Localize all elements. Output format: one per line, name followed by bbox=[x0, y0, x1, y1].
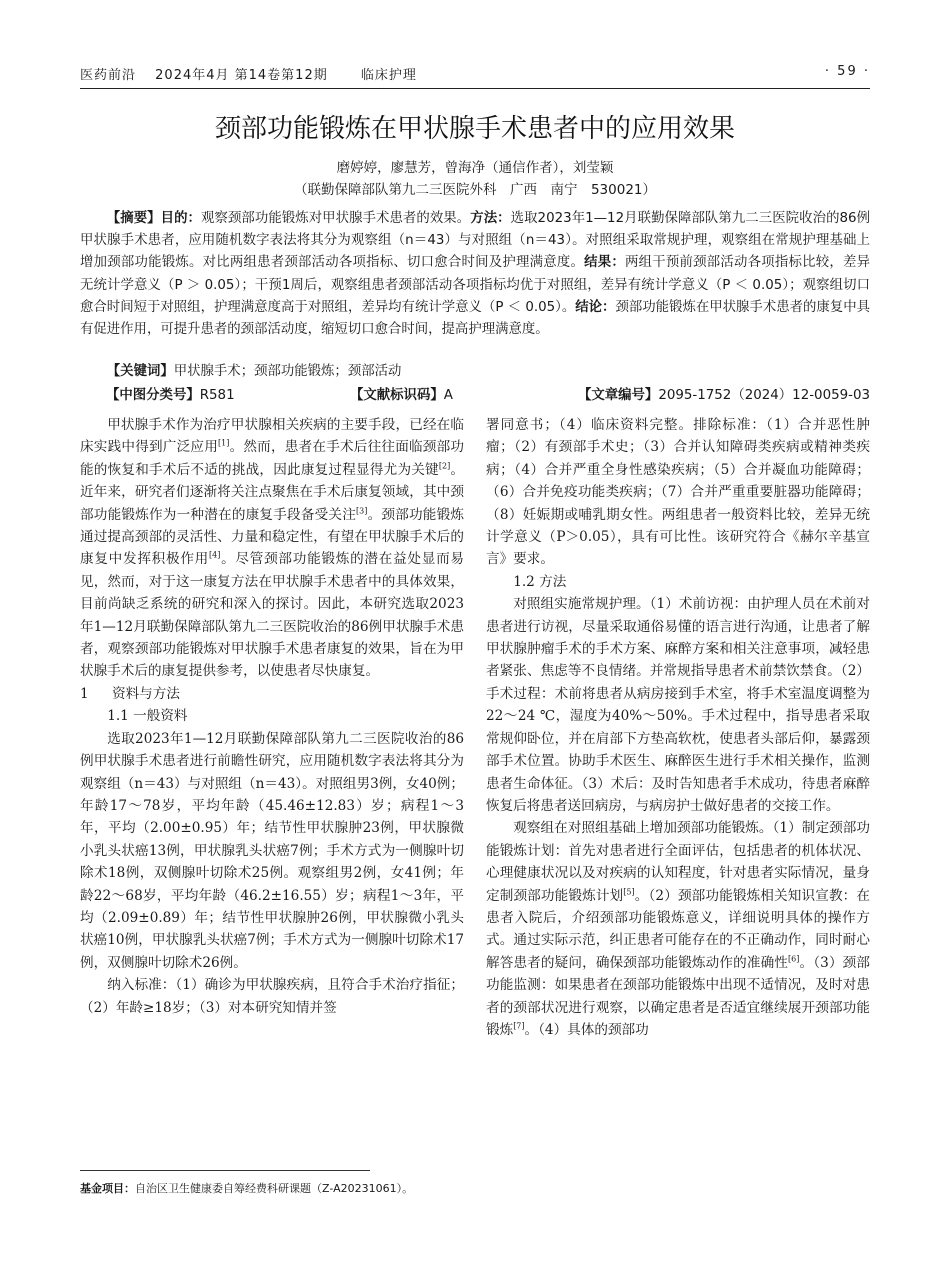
funding-footnote bbox=[80, 1180, 413, 1196]
journal-info bbox=[80, 64, 431, 83]
observation-group-paragraph: 观察组在对照组基础上增加颈部功能锻炼。（1）制定颈部功能锻炼计划：首先对患者进行全面评估，包括患者的机体状况、心理健康状况以及对疾病的认知程度，针对患者实际情况，量身定制颈部功能锻炼计划[5]。（2）颈部功能锻炼相关知识宣教：在患者入院后，介绍颈部功能锻炼意义，详细说明具体的操作方式。通过实际示范，纠正患者可能存在的不正确动作，同时耐心解答患者的疑问，确保颈部功能锻炼动作的准确性[6]。（3）颈部功能监测：如果患者在颈部功能锻炼中出现不适情况，及时对患者的颈部状况进行观察，以确定患者是否适宜继续展开颈部功能锻炼[7]。（4）具体的颈部功 bbox=[486, 820, 871, 1038]
keywords bbox=[80, 360, 870, 379]
body-column-left bbox=[80, 414, 464, 1019]
article-title: 颈部功能锻炼在甲状腺手术患者中的应用效果 bbox=[214, 114, 735, 144]
abstract-objective: 观察颈部功能锻炼对甲状腺手术患者的效果。 bbox=[201, 211, 471, 226]
inclusion-continuation: 署同意书；（4）临床资料完整。排除标准：（1）合并恶性肿瘤；（2）有颈部手术史；（3）合并认知障碍类疾病或精神类疾病；（4）合并严重全身性感染疾病；（5）合并凝血功能障碍；（6）合并免疫功能类疾病；（7）合并严重重要脏器功能障碍；（8）妊娠期或哺乳期女性。两组患者一般资料比较，差异无统计学意义（P＞0.05），具有可比性。该研究符合《赫尔辛基宣言》要求。 bbox=[486, 417, 870, 568]
result-label: 结果： bbox=[584, 255, 625, 271]
abstract-paragraph bbox=[80, 208, 870, 341]
abstract bbox=[80, 208, 870, 341]
abstract-result: 两组干预前颈部活动各项指标比较，差异无统计学意义（P ＞ 0.05）；干预1周后，观察组患者颈部活动各项指标均优于对照组，差异有统计学意义（P ＜ 0.05）；观察组切口愈合时间短于对照组，护理满意度高于对照组，差异均有统计学意义（P ＜ 0.05）。 bbox=[80, 255, 871, 315]
body-column-right bbox=[486, 414, 870, 1041]
subsection-heading-method: 1.2 方法 bbox=[513, 573, 567, 590]
citation: [1] bbox=[218, 438, 230, 448]
abstract-conclusion: 颈部功能锻炼在甲状腺手术患者的康复中具有促进作用，可提升患者的颈部活动度，缩短切口愈合时间，提高护理满意度。 bbox=[80, 299, 871, 338]
journal-issue: 2024年4月 第14卷第12期 bbox=[155, 68, 328, 83]
method-label: 方法： bbox=[470, 211, 511, 226]
inclusion-paragraph: 纳入标准：（1）确诊为甲状腺疾病，且符合手术治疗指征；（2）年龄≥18岁；（3）对本研究知情并签 bbox=[80, 977, 464, 1016]
abstract-label: 【摘要】 bbox=[106, 211, 161, 226]
clc-number: 【中图分类号】R581 bbox=[106, 388, 235, 403]
page-number: · 59 · bbox=[824, 64, 870, 79]
footnote-divider bbox=[80, 1170, 370, 1171]
affiliation: （联勤保障部队第九二三医院外科 广西 南宁 530021） bbox=[293, 182, 657, 198]
citation: [3] bbox=[356, 506, 368, 516]
keywords-text: 甲状腺手术；颈部功能锻炼；颈部活动 bbox=[173, 364, 402, 379]
footnote-text: 自治区卫生健康委自筹经费科研课题（Z-A20231061）。 bbox=[135, 1182, 414, 1195]
citation: [2] bbox=[438, 461, 451, 471]
article-number: 【文章编号】2095-1752（2024）12-0059-03 bbox=[577, 388, 870, 403]
keywords-label: 【关键词】 bbox=[106, 364, 174, 379]
citation: [7] bbox=[513, 1021, 525, 1031]
intro-paragraph: 甲状腺手术作为治疗甲状腺相关疾病的主要手段，已经在临床实践中得到广泛应用[1]。然而，患者在手术后往往面临颈部功能的恢复和手术后不适的挑战，因此康复过程显得尤为关键[2]。近年来，研究者们逐渐将关注点聚焦在手术后康复领域，其中颈部功能锻炼作为一种潜在的康复手段备受关注[3]。颈部功能锻炼通过提高颈部的灵活性、力量和稳定性，有望在甲状腺手术后的康复中发挥积极作用[4]。尽管颈部功能锻炼的潜在益处显而易见，然而，对于这一康复方法在甲状腺手术患者中的具体效果，目前尚缺乏系统的研究和深入的探讨。因此，本研究选取2023年1—12月联勤保障部队第九二三医院收治的86例甲状腺手术患者，观察颈部功能锻炼对甲状腺手术患者康复的效果，旨在为甲状腺手术后的康复提供参考，以使患者尽快康复。 bbox=[80, 417, 465, 680]
document-code: 【文献标识码】A bbox=[350, 388, 453, 403]
section-heading: 1 资料与方法 bbox=[80, 685, 180, 702]
general-data-paragraph: 选取2023年1—12月联勤保障部队第九二三医院收治的86例甲状腺手术患者进行前瞻性研究，应用随机数字表法将其分为观察组（n＝43）与对照组（n＝43）。对照组男3例，女40例；年龄17～78岁，平均年龄（45.46±12.83）岁；病程1～3年，平均（2.00±0.95）年；结节性甲状腺肿23例，甲状腺微小乳头状癌13例，甲状腺乳头状癌7例；手术方式为一侧腺叶切除术18例，双侧腺叶切除术25例。观察组男2例，女41例；年龄22～68岁，平均年龄（46.2±16.55）岁；病程1～3年，平均（2.09±0.89）年；结节性甲状腺肿26例，甲状腺微小乳头状癌10例，甲状腺乳头状癌7例；手术方式为一侧腺叶切除术17例，双侧腺叶切除术26例。 bbox=[80, 730, 464, 971]
conclusion-label: 结论： bbox=[575, 299, 616, 315]
journal-name: 医药前沿 bbox=[80, 68, 137, 83]
objective-label: 目的： bbox=[160, 211, 202, 226]
abstract-method: 选取2023年1—12月联勤保障部队第九二三医院收治的86例甲状腺手术患者，应用随机数字表法将其分为观察组（n＝43）与对照组（n＝43）。对照组采取常规护理，观察组在常规护理基础上增加颈部功能锻炼。对比两组患者颈部活动各项指标、切口愈合时间及护理满意度。 bbox=[80, 211, 871, 271]
footnote-label: 基金项目： bbox=[80, 1182, 135, 1195]
authors: 磨婷婷，廖慧芳，曾海净（通信作者），刘莹颖 bbox=[336, 160, 614, 176]
running-header bbox=[80, 60, 870, 89]
control-group-paragraph: 对照组实施常规护理。（1）术前访视：由护理人员在术前对患者进行访视，尽量采取通俗易懂的语言进行沟通，让患者了解甲状腺肿瘤手术的手术方案、麻醉方案和相关注意事项，减轻患者紧张、焦虑等不良情绪。并常规指导患者术前禁饮禁食。（2）手术过程：术前将患者从病房接到手术室，将手术室温度调整为22～24 ℃，湿度为40%～50%。手术过程中，指导患者采取常规仰卧位，并在肩部下方垫高软枕，使患者头部后仰，暴露颈部手术位置。协助手术医生、麻醉医生进行手术相关操作，监测患者生命体征。（3）术后：及时告知患者手术成功，待患者麻醉恢复后将患者送回病房，与病房护士做好患者的交接工作。 bbox=[486, 596, 870, 814]
journal-section: 临床护理 bbox=[360, 68, 417, 83]
citation: [5] bbox=[623, 887, 635, 896]
citation: [6] bbox=[788, 954, 800, 964]
citation: [4] bbox=[209, 550, 221, 560]
subsection-heading-general: 1.1 一般资料 bbox=[107, 708, 188, 725]
